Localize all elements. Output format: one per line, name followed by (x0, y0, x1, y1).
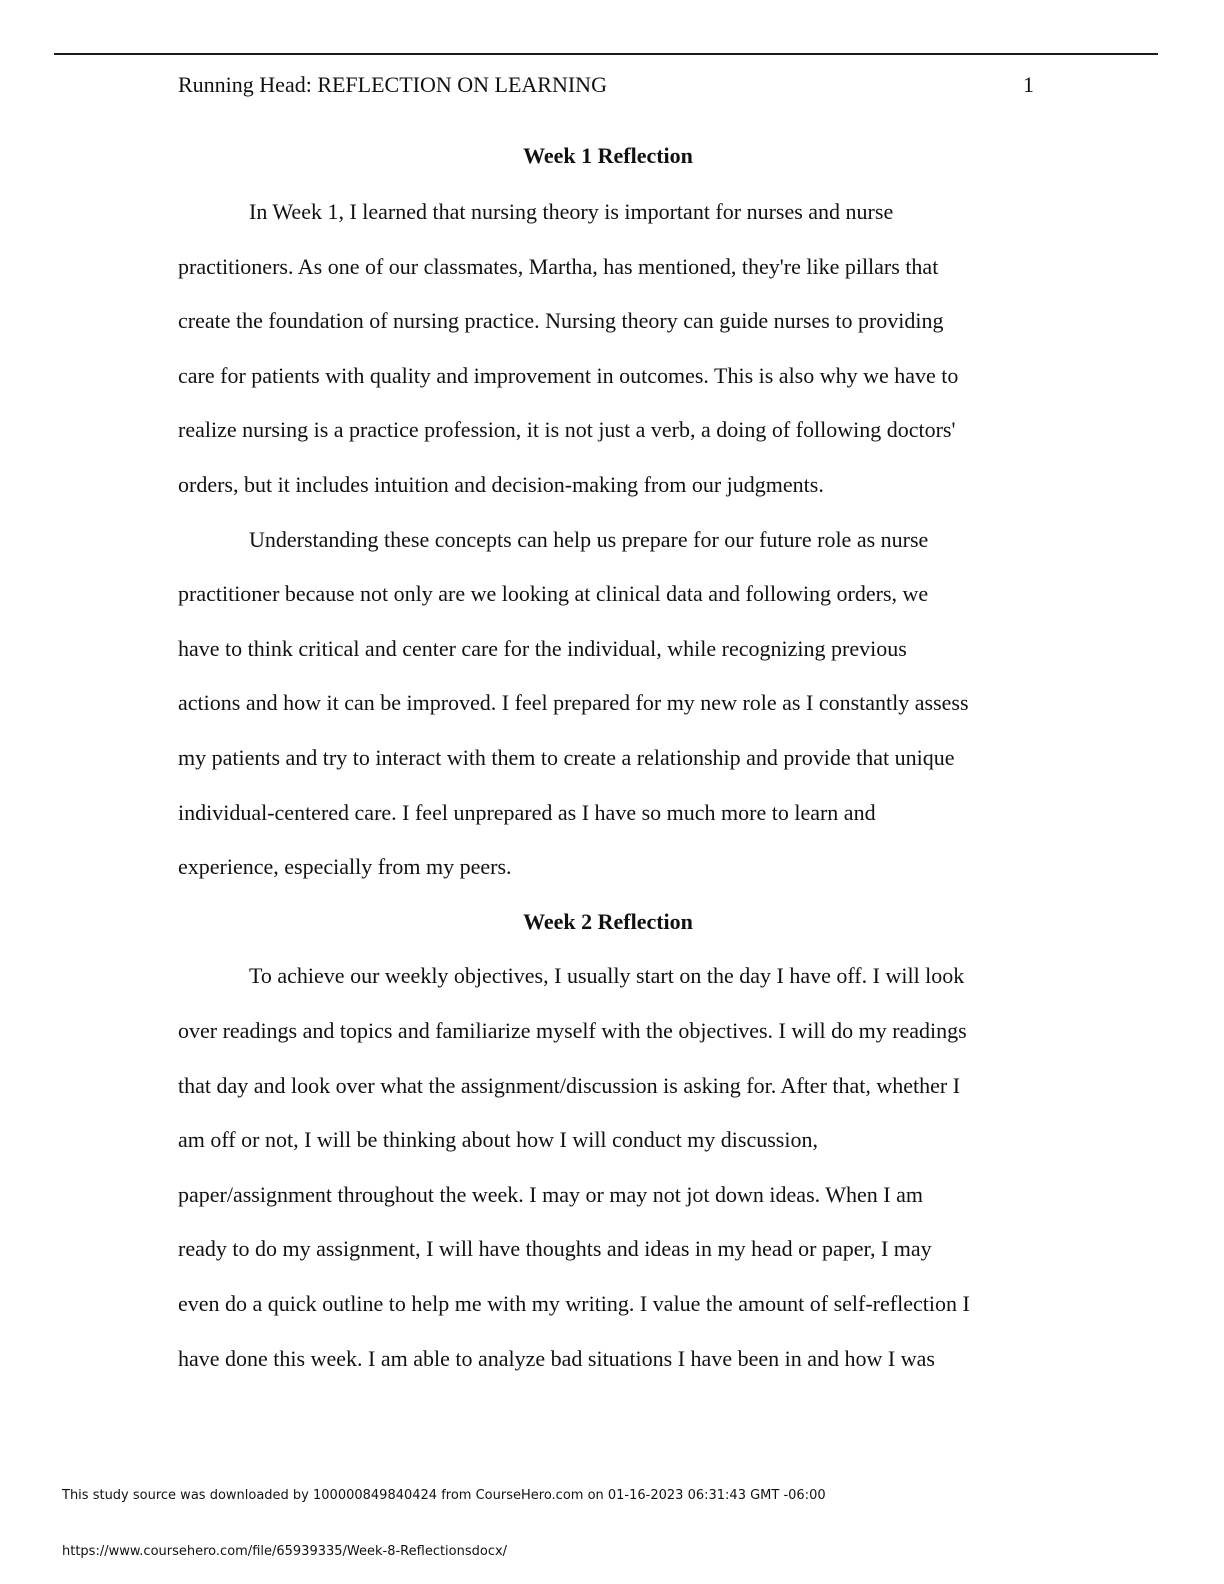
paragraph-line: that day and look over what the assignment/discussion is asking for. After that, whether I (178, 1073, 961, 1098)
paragraph-line: In Week 1, I learned that nursing theory is important for nurses and nurse (249, 199, 894, 224)
running-head: Running Head: REFLECTION ON LEARNING (178, 72, 607, 97)
paragraph-line: To achieve our weekly objectives, I usually start on the day I have off. I will look (249, 963, 965, 988)
page-top-rule (54, 53, 1158, 55)
section-heading-week-1: Week 1 Reflection (523, 143, 693, 168)
paragraph-line: orders, but it includes intuition and decision-making from our judgments. (178, 472, 824, 497)
paragraph-line: experience, especially from my peers. (178, 854, 512, 879)
paragraph-line: practitioners. As one of our classmates, Martha, has mentioned, they're like pillars that (178, 254, 939, 279)
paragraph-line: care for patients with quality and improvement in outcomes. This is also why we have to (178, 363, 959, 388)
paragraph-line: create the foundation of nursing practice. Nursing theory can guide nurses to providing (178, 308, 944, 333)
paragraph-line: practitioner because not only are we looking at clinical data and following orders, we (178, 581, 929, 606)
paragraph-line: actions and how it can be improved. I feel prepared for my new role as I constantly assess (178, 690, 969, 715)
page-number: 1 (1023, 72, 1034, 97)
download-source-note: This study source was downloaded by 100000849840424 from CourseHero.com on 01-16-2023 06:31:43 GMT -06:00 (62, 1488, 826, 1503)
paragraph-line: have done this week. I am able to analyze bad situations I have been in and how I was (178, 1346, 935, 1371)
source-url-link[interactable]: https://www.coursehero.com/file/65939335/Week-8-Reflectionsdocx/ (62, 1544, 508, 1559)
section-heading-week-2: Week 2 Reflection (523, 909, 693, 934)
paragraph-line: Understanding these concepts can help us prepare for our future role as nurse (249, 527, 929, 552)
paragraph-line: have to think critical and center care for the individual, while recognizing previous (178, 636, 907, 661)
paragraph-line: my patients and try to interact with them to create a relationship and provide that unique (178, 745, 955, 770)
paragraph-line: paper/assignment throughout the week. I may or may not jot down ideas. When I am (178, 1182, 923, 1207)
paragraph-line: individual-centered care. I feel unprepared as I have so much more to learn and (178, 800, 876, 825)
paragraph-line: even do a quick outline to help me with my writing. I value the amount of self-reflection I (178, 1291, 970, 1316)
paragraph-line: realize nursing is a practice profession, it is not just a verb, a doing of following doctors' (178, 417, 956, 442)
paragraph-line: am off or not, I will be thinking about how I will conduct my discussion, (178, 1127, 818, 1152)
paragraph-line: ready to do my assignment, I will have thoughts and ideas in my head or paper, I may (178, 1236, 932, 1261)
paragraph-line: over readings and topics and familiarize myself with the objectives. I will do my readings (178, 1018, 967, 1043)
